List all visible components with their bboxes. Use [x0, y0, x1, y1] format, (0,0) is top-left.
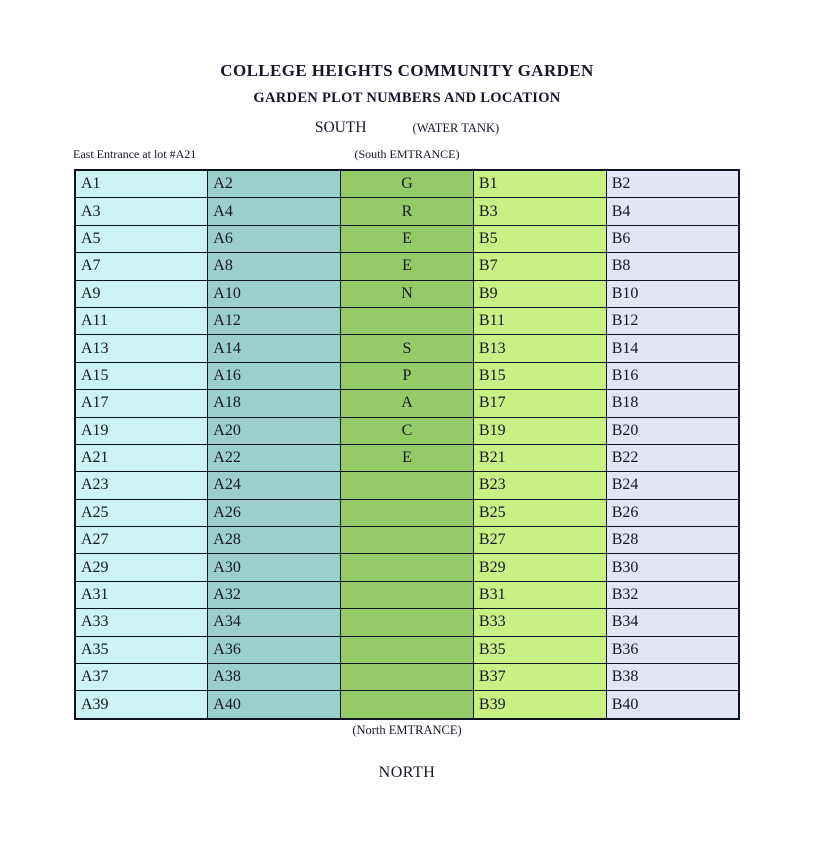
- a-even-plot-cell: A10: [208, 280, 341, 307]
- b-odd-plot-cell: B17: [473, 390, 606, 417]
- page-title: COLLEGE HEIGHTS COMMUNITY GARDEN: [220, 61, 594, 80]
- green-space-cell: E: [341, 225, 474, 252]
- plot-table: [74, 169, 740, 720]
- b-odd-plot-cell: B1: [473, 170, 606, 198]
- a-even-plot-cell: A12: [208, 307, 341, 334]
- green-space-cell: S: [341, 335, 474, 362]
- a-even-plot-cell: A38: [208, 664, 341, 691]
- table-row: [75, 472, 739, 499]
- b-odd-plot-cell: B9: [473, 280, 606, 307]
- b-even-plot-cell: B26: [606, 499, 739, 526]
- b-odd-plot-cell: B23: [473, 472, 606, 499]
- a-odd-plot-cell: A1: [75, 170, 208, 198]
- table-row: [75, 664, 739, 691]
- a-even-plot-cell: A8: [208, 253, 341, 280]
- table-row: [75, 417, 739, 444]
- green-space-cell: P: [341, 362, 474, 389]
- a-odd-plot-cell: A13: [75, 335, 208, 362]
- b-even-plot-cell: B4: [606, 198, 739, 225]
- b-odd-plot-cell: B11: [473, 307, 606, 334]
- b-odd-plot-cell: B21: [473, 444, 606, 471]
- table-row: [75, 335, 739, 362]
- green-space-cell: [341, 609, 474, 636]
- b-odd-plot-cell: B35: [473, 636, 606, 663]
- b-odd-plot-cell: B37: [473, 664, 606, 691]
- a-odd-plot-cell: A11: [75, 307, 208, 334]
- b-even-plot-cell: B28: [606, 527, 739, 554]
- a-odd-plot-cell: A25: [75, 499, 208, 526]
- green-space-cell: [341, 527, 474, 554]
- b-even-plot-cell: B24: [606, 472, 739, 499]
- a-odd-plot-cell: A7: [75, 253, 208, 280]
- a-even-plot-cell: A30: [208, 554, 341, 581]
- green-space-cell: E: [341, 253, 474, 280]
- b-even-plot-cell: B22: [606, 444, 739, 471]
- a-even-plot-cell: A32: [208, 581, 341, 608]
- a-odd-plot-cell: A23: [75, 472, 208, 499]
- b-even-plot-cell: B10: [606, 280, 739, 307]
- b-odd-plot-cell: B19: [473, 417, 606, 444]
- green-space-cell: [341, 554, 474, 581]
- table-row: [75, 527, 739, 554]
- b-odd-plot-cell: B15: [473, 362, 606, 389]
- a-even-plot-cell: A6: [208, 225, 341, 252]
- green-space-cell: [341, 691, 474, 719]
- b-odd-plot-cell: B31: [473, 581, 606, 608]
- b-odd-plot-cell: B5: [473, 225, 606, 252]
- b-even-plot-cell: B18: [606, 390, 739, 417]
- a-odd-plot-cell: A9: [75, 280, 208, 307]
- green-space-cell: [341, 499, 474, 526]
- table-row: [75, 499, 739, 526]
- green-space-cell: [341, 636, 474, 663]
- b-even-plot-cell: B8: [606, 253, 739, 280]
- table-row: [75, 609, 739, 636]
- b-even-plot-cell: B20: [606, 417, 739, 444]
- a-odd-plot-cell: A3: [75, 198, 208, 225]
- a-odd-plot-cell: A17: [75, 390, 208, 417]
- green-space-cell: C: [341, 417, 474, 444]
- a-odd-plot-cell: A37: [75, 664, 208, 691]
- b-even-plot-cell: B34: [606, 609, 739, 636]
- south-row: [0, 119, 814, 138]
- b-even-plot-cell: B14: [606, 335, 739, 362]
- a-odd-plot-cell: A19: [75, 417, 208, 444]
- b-even-plot-cell: B32: [606, 581, 739, 608]
- south-entrance-label: (South EMTRANCE): [354, 146, 460, 161]
- table-row: [75, 280, 739, 307]
- a-odd-plot-cell: A5: [75, 225, 208, 252]
- a-even-plot-cell: A4: [208, 198, 341, 225]
- b-odd-plot-cell: B39: [473, 691, 606, 719]
- a-odd-plot-cell: A31: [75, 581, 208, 608]
- a-even-plot-cell: A2: [208, 170, 341, 198]
- table-row: [75, 390, 739, 417]
- b-even-plot-cell: B36: [606, 636, 739, 663]
- b-even-plot-cell: B6: [606, 225, 739, 252]
- a-even-plot-cell: A28: [208, 527, 341, 554]
- plot-table-body: [75, 170, 739, 719]
- b-even-plot-cell: B40: [606, 691, 739, 719]
- table-row: [75, 691, 739, 719]
- green-space-cell: [341, 472, 474, 499]
- a-even-plot-cell: A14: [208, 335, 341, 362]
- a-even-plot-cell: A18: [208, 390, 341, 417]
- b-even-plot-cell: B12: [606, 307, 739, 334]
- a-odd-plot-cell: A15: [75, 362, 208, 389]
- a-even-plot-cell: A16: [208, 362, 341, 389]
- a-odd-plot-cell: A35: [75, 636, 208, 663]
- a-even-plot-cell: A26: [208, 499, 341, 526]
- table-row: [75, 581, 739, 608]
- a-odd-plot-cell: A29: [75, 554, 208, 581]
- green-space-cell: E: [341, 444, 474, 471]
- a-odd-plot-cell: A33: [75, 609, 208, 636]
- east-entrance-note: East Entrance at lot #A21: [73, 146, 197, 161]
- b-odd-plot-cell: B7: [473, 253, 606, 280]
- a-even-plot-cell: A36: [208, 636, 341, 663]
- green-space-cell: R: [341, 198, 474, 225]
- green-space-cell: [341, 581, 474, 608]
- a-even-plot-cell: A20: [208, 417, 341, 444]
- table-row: [75, 444, 739, 471]
- b-odd-plot-cell: B27: [473, 527, 606, 554]
- b-odd-plot-cell: B29: [473, 554, 606, 581]
- green-space-cell: N: [341, 280, 474, 307]
- a-odd-plot-cell: A21: [75, 444, 208, 471]
- page-subtitle: GARDEN PLOT NUMBERS AND LOCATION: [253, 90, 561, 107]
- b-odd-plot-cell: B25: [473, 499, 606, 526]
- b-even-plot-cell: B16: [606, 362, 739, 389]
- water-tank-label: (WATER TANK): [412, 121, 500, 136]
- table-row: [75, 170, 739, 198]
- green-space-cell: A: [341, 390, 474, 417]
- north-label: NORTH: [378, 763, 436, 781]
- a-even-plot-cell: A22: [208, 444, 341, 471]
- b-even-plot-cell: B30: [606, 554, 739, 581]
- entrance-row: [0, 146, 814, 162]
- table-row: [75, 554, 739, 581]
- table-row: [75, 307, 739, 334]
- table-row: [75, 225, 739, 252]
- a-even-plot-cell: A34: [208, 609, 341, 636]
- table-row: [75, 253, 739, 280]
- green-space-cell: [341, 307, 474, 334]
- b-even-plot-cell: B2: [606, 170, 739, 198]
- b-odd-plot-cell: B3: [473, 198, 606, 225]
- b-odd-plot-cell: B13: [473, 335, 606, 362]
- a-even-plot-cell: A40: [208, 691, 341, 719]
- a-even-plot-cell: A24: [208, 472, 341, 499]
- table-row: [75, 362, 739, 389]
- a-odd-plot-cell: A27: [75, 527, 208, 554]
- b-even-plot-cell: B38: [606, 664, 739, 691]
- north-entrance-label: (North EMTRANCE): [352, 722, 462, 737]
- green-space-cell: G: [341, 170, 474, 198]
- table-row: [75, 198, 739, 225]
- south-label: SOUTH: [314, 119, 367, 137]
- b-odd-plot-cell: B33: [473, 609, 606, 636]
- table-row: [75, 636, 739, 663]
- green-space-cell: [341, 664, 474, 691]
- a-odd-plot-cell: A39: [75, 691, 208, 719]
